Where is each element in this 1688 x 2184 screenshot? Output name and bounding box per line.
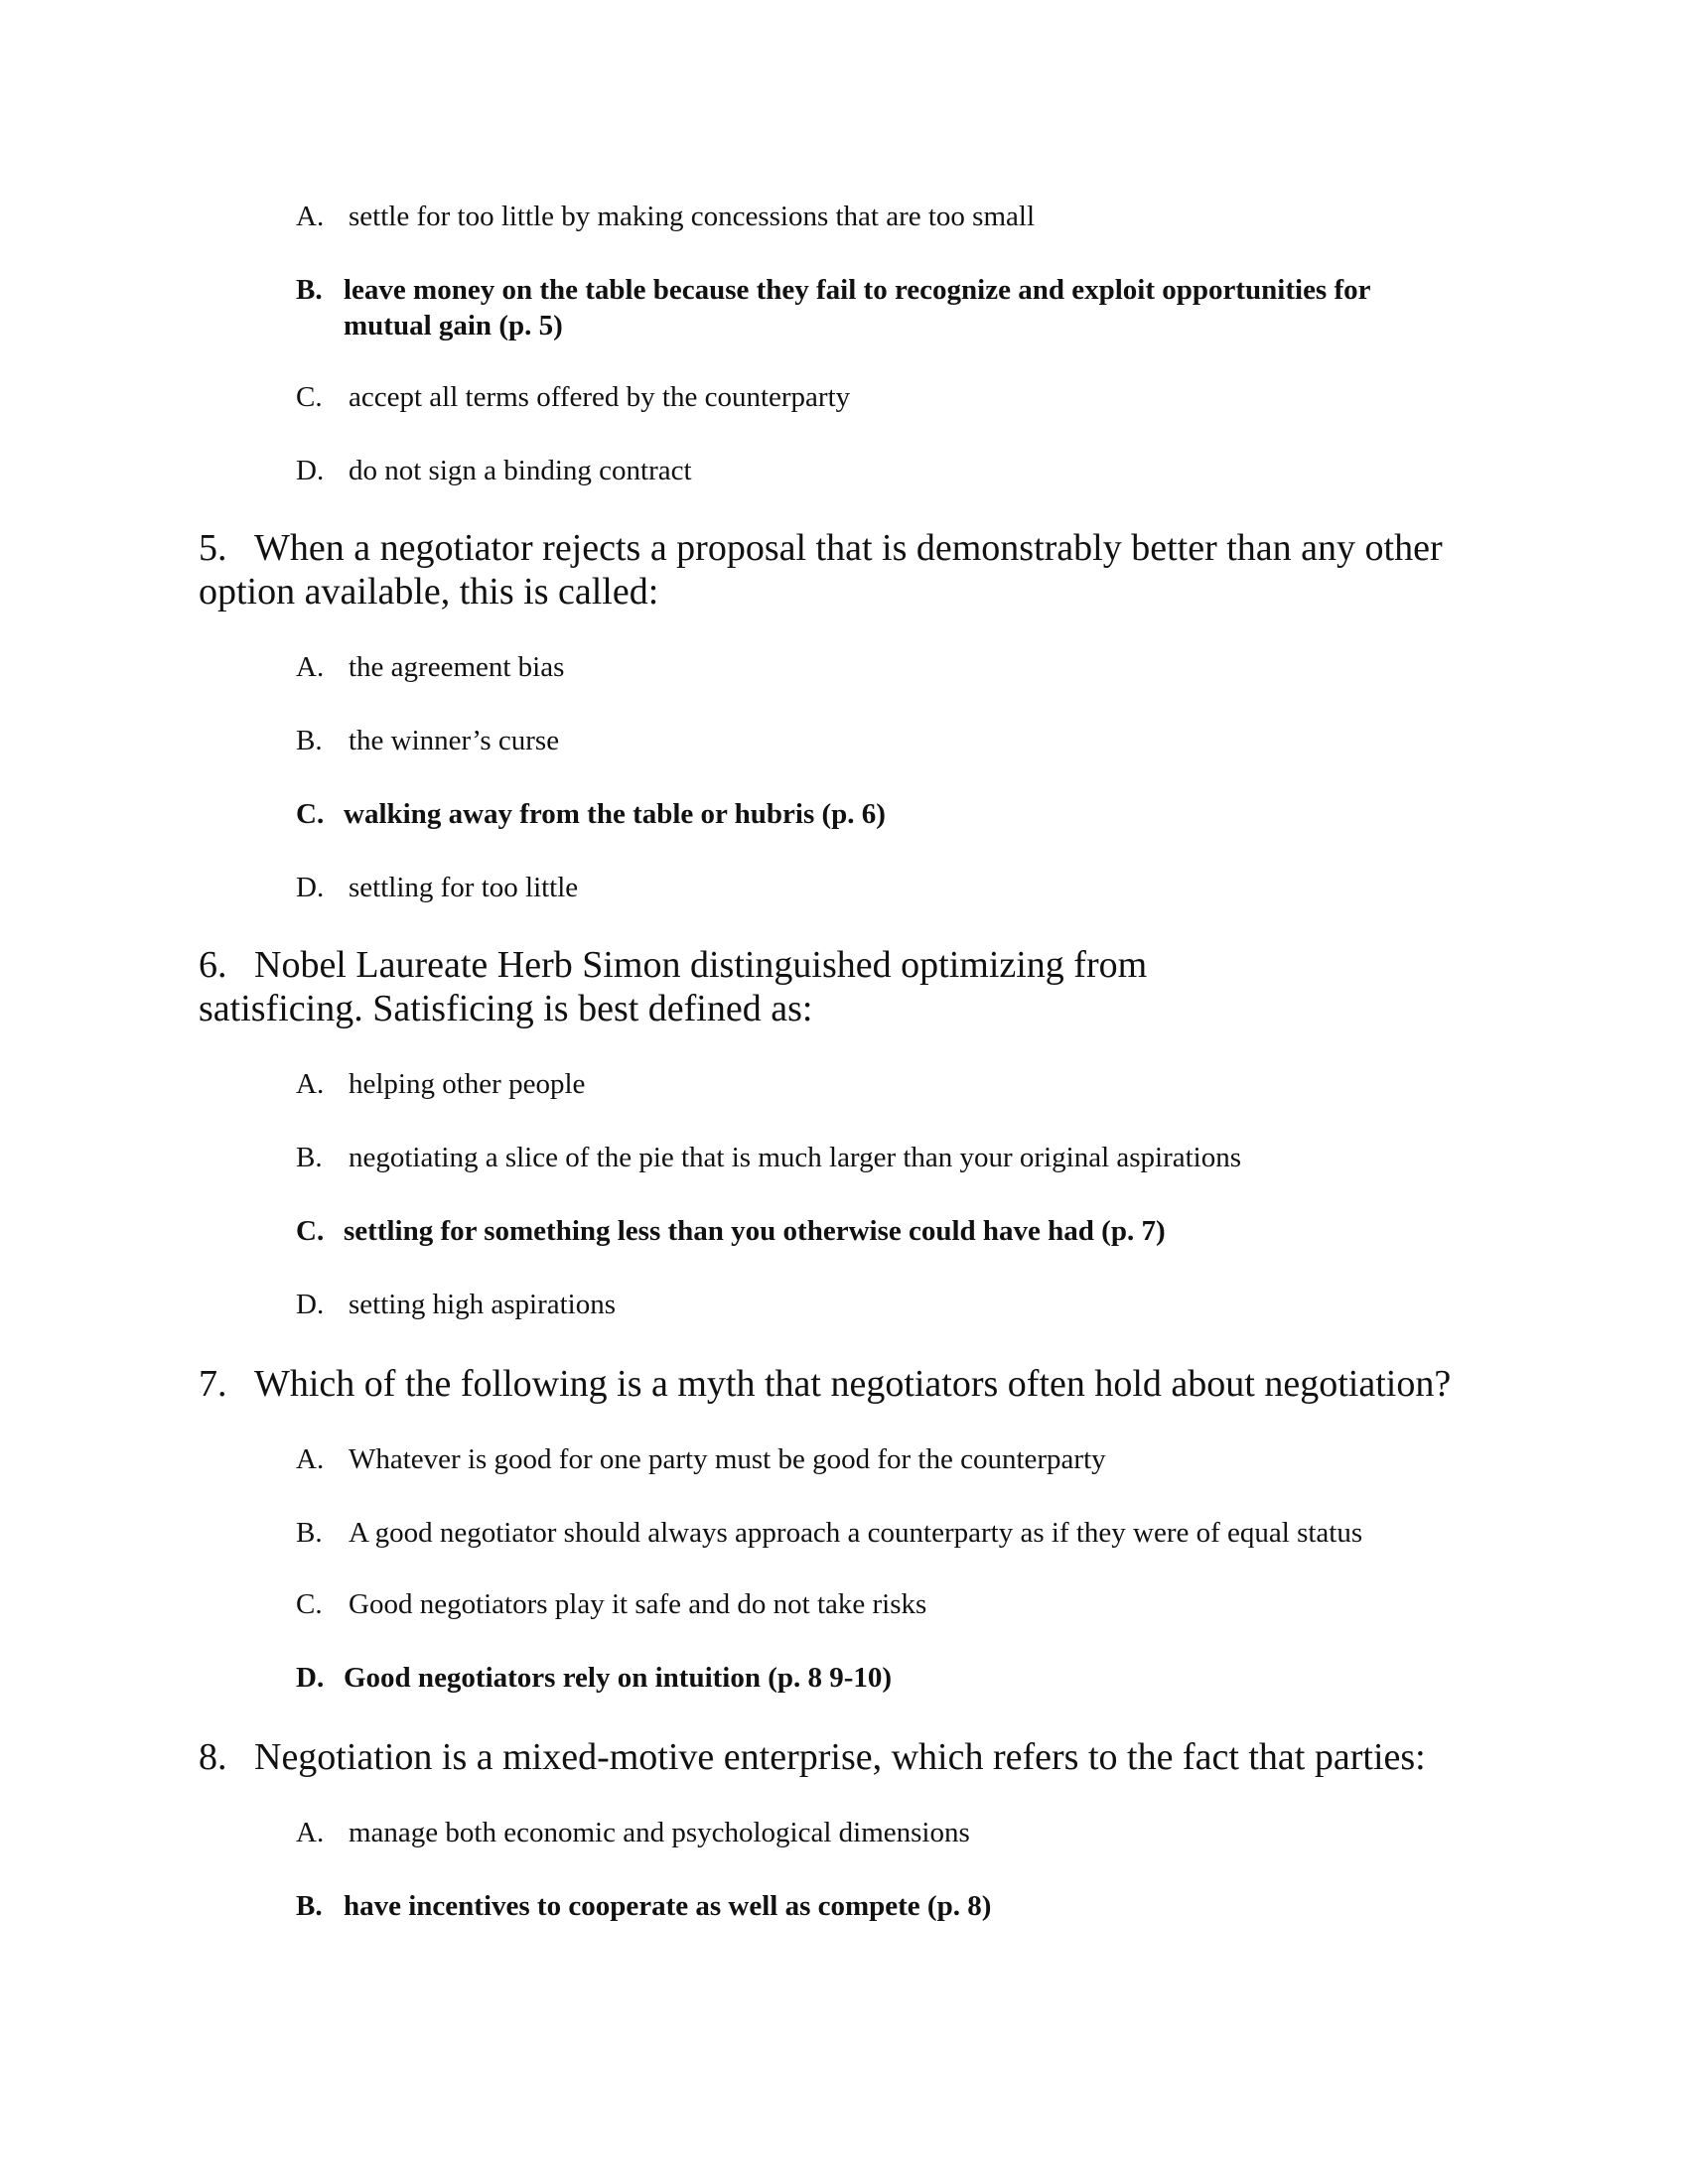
q7-option-a [296, 1441, 1468, 1477]
option-text: manage both economic and psychological dimensions [349, 1817, 970, 1848]
question-number: 6. [199, 944, 227, 986]
question-text-line1: Negotiation is a mixed-motive enterprise, which refers to the fact that parties: [254, 1736, 1426, 1778]
option-letter: C. [296, 1215, 325, 1247]
q4-option-b-correct [296, 272, 1468, 343]
option-letter: D. [296, 1289, 325, 1320]
option-text: Good negotiators play it safe and do not take risks [349, 1588, 927, 1620]
option-text: leave money on the table because they fail to recognize and exploit opportunities for [344, 274, 1371, 306]
question-7 [199, 1362, 1489, 1406]
q5-option-a [296, 649, 1468, 685]
option-text: negotiating a slice of the pie that is much larger than your original aspirations [349, 1142, 1242, 1173]
question-6 [199, 943, 1489, 1030]
option-letter: B. [296, 725, 323, 756]
q7-option-d-correct [296, 1660, 1468, 1696]
question-5 [199, 526, 1489, 614]
q6-option-d [296, 1287, 1468, 1322]
question-text-line2: option available, this is called: [199, 571, 659, 613]
q4-option-a [296, 199, 1468, 234]
option-letter: B. [296, 274, 323, 306]
q5-option-b [296, 723, 1468, 758]
option-text: the agreement bias [349, 651, 565, 683]
option-text: accept all terms offered by the counterparty [349, 381, 851, 413]
question-number: 7. [199, 1363, 227, 1405]
option-text: settling for something less than you otherwise could have had (p. 7) [344, 1215, 1166, 1247]
option-text: settling for too little [349, 872, 579, 903]
option-letter: B. [296, 1142, 323, 1173]
q6-option-b [296, 1140, 1468, 1175]
option-text: A good negotiator should always approach a counterparty as if they were of equal status [349, 1517, 1363, 1549]
option-letter: A. [296, 1443, 325, 1475]
option-letter: D. [296, 872, 325, 903]
question-text-line1: Nobel Laureate Herb Simon distinguished optimizing from [254, 944, 1148, 986]
option-letter: A. [296, 1068, 325, 1100]
question-text-line2: satisficing. Satisficing is best defined as: [199, 988, 813, 1029]
q4-option-c [296, 379, 1468, 415]
option-text: have incentives to cooperate as well as compete (p. 8) [344, 1890, 992, 1922]
question-number: 5. [199, 527, 227, 569]
option-text: Good negotiators rely on intuition (p. 8 9-10) [344, 1662, 893, 1694]
q7-option-b [296, 1515, 1468, 1551]
q4-option-d [296, 453, 1468, 488]
question-number: 8. [199, 1736, 227, 1778]
option-letter: D. [296, 455, 325, 486]
option-letter: C. [296, 381, 323, 413]
option-letter: D. [296, 1662, 325, 1694]
option-text: walking away from the table or hubris (p. 6) [344, 798, 886, 830]
question-text-line1: When a negotiator rejects a proposal that is demonstrably better than any other [254, 527, 1443, 569]
question-text-line1: Which of the following is a myth that negotiators often hold about negotiation? [254, 1363, 1452, 1405]
q6-option-a [296, 1066, 1468, 1102]
option-text: the winner’s curse [349, 725, 560, 756]
option-letter: B. [296, 1890, 323, 1922]
option-letter: A. [296, 651, 325, 683]
q8-option-a [296, 1815, 1468, 1850]
option-text: Whatever is good for one party must be good for the counterparty [349, 1443, 1106, 1475]
q7-option-c [296, 1586, 1468, 1622]
q8-option-b-correct [296, 1888, 1468, 1924]
option-letter: A. [296, 1817, 325, 1848]
option-text: settle for too little by making concessions that are too small [349, 201, 1036, 232]
option-letter: A. [296, 201, 325, 232]
option-text: setting high aspirations [349, 1289, 617, 1320]
q5-option-c-correct [296, 796, 1468, 832]
option-letter: C. [296, 1588, 323, 1620]
option-text: do not sign a binding contract [349, 455, 692, 486]
option-text-continuation: mutual gain (p. 5) [344, 310, 563, 341]
option-letter: C. [296, 798, 325, 830]
q5-option-d [296, 870, 1468, 905]
question-8 [199, 1735, 1489, 1779]
option-text: helping other people [349, 1068, 586, 1100]
q6-option-c-correct [296, 1213, 1468, 1249]
option-letter: B. [296, 1517, 323, 1549]
